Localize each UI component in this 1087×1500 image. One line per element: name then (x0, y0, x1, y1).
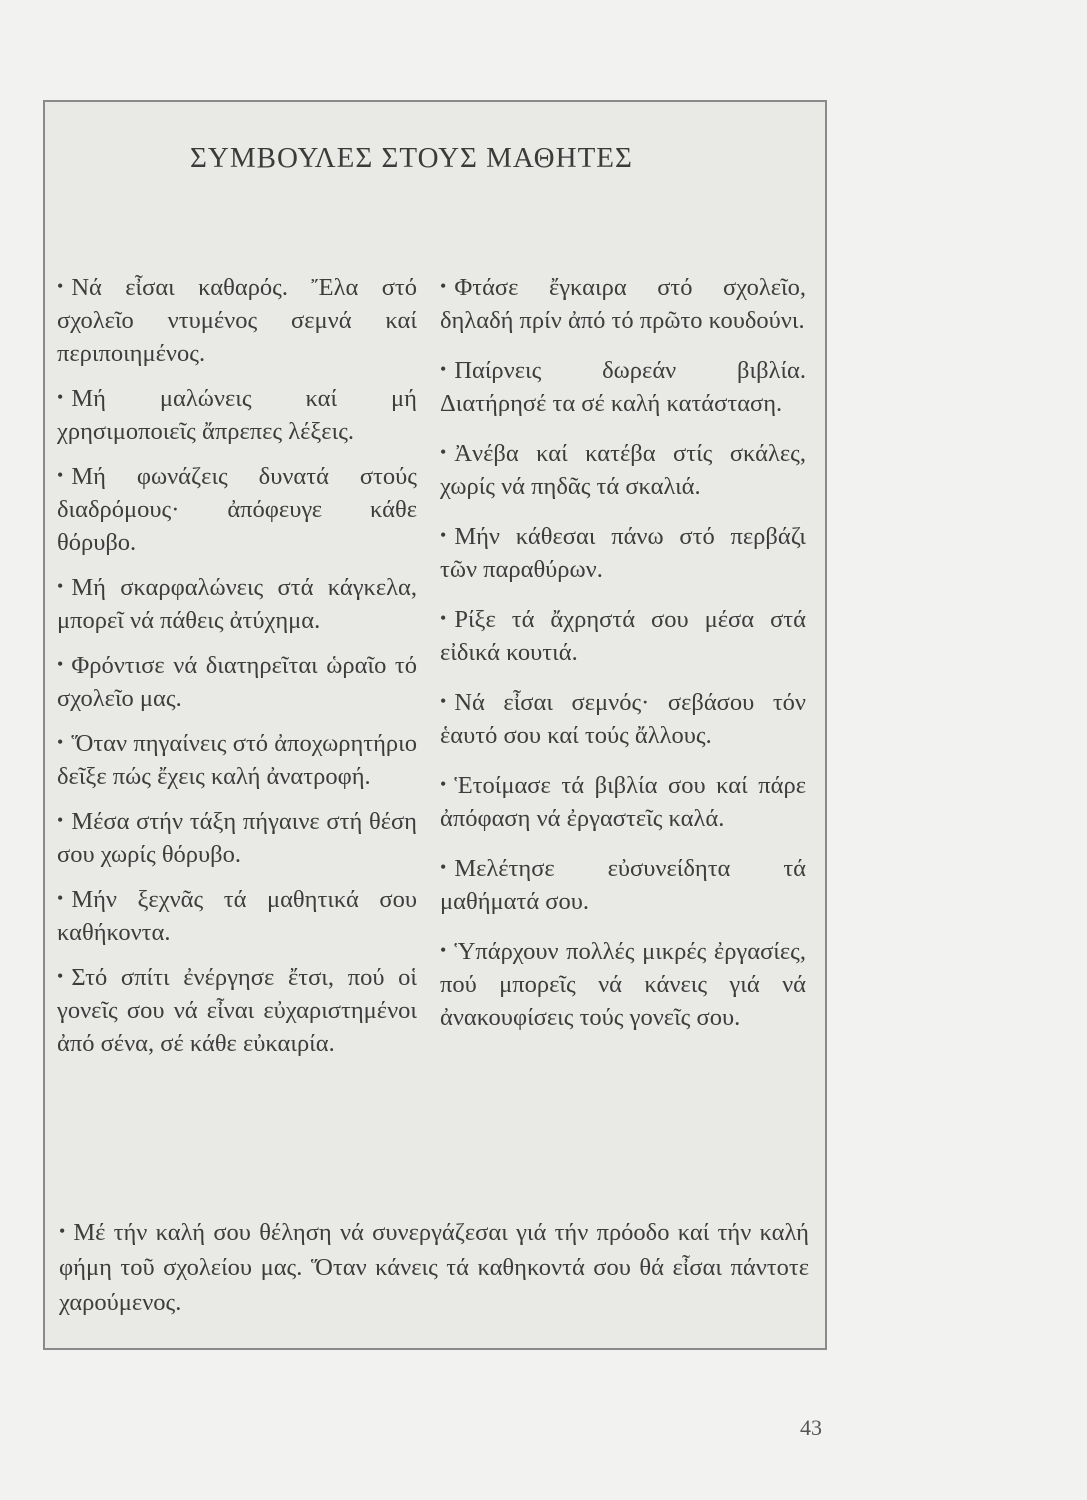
list-item: • Μήν κάθεσαι πάνω στό περβάζι τῶν παραθύρων. (440, 519, 806, 586)
bullet-icon: • (440, 857, 447, 877)
right-column (440, 270, 806, 1050)
list-item: • Ρίξε τά ἄχρηστά σου μέσα στά εἰδικά κουτιά. (440, 602, 806, 669)
closing-tip: • Μέ τήν καλή σου θέληση νά συνεργάζεσαι γιά τήν πρόοδο καί τήν καλή φήμη τοῦ σχολείου μας. Ὅταν κάνεις τά καθηκοντά σου θά εἶσαι πάντοτε χαρούμενος. (59, 1214, 809, 1320)
bullet-icon: • (440, 442, 447, 462)
list-item: • Μή φωνάζεις δυνατά στούς διαδρόμους· ἀπόφευγε κάθε θόρυβο. (57, 459, 417, 559)
list-item: • Νά εἶσαι σεμνός· σεβάσου τόν ἑαυτό σου καί τούς ἄλλους. (440, 685, 806, 752)
bullet-icon: • (57, 654, 64, 674)
list-item: • Μέσα στήν τάξη πήγαινε στή θέση σου χωρίς θόρυβο. (57, 804, 417, 871)
bullet-icon: • (57, 465, 64, 485)
page-title: ΣΥΜΒΟΥΛΕΣ ΣΤΟΥΣ ΜΑΘΗΤΕΣ (190, 142, 633, 174)
bullet-icon: • (57, 387, 64, 407)
list-item: • Μελέτησε εὐσυνείδητα τά μαθήματά σου. (440, 851, 806, 918)
bullet-icon: • (440, 774, 447, 794)
advice-box (43, 100, 827, 1350)
list-item: • Μήν ξεχνᾶς τά μαθητικά σου καθήκοντα. (57, 882, 417, 949)
list-item: • Ὅταν πηγαίνεις στό ἀποχωρητήριο δεῖξε πώς ἔχεις καλή ἀνατροφή. (57, 726, 417, 793)
bullet-icon: • (57, 810, 64, 830)
list-item: • Νά εἶσαι καθαρός. Ἔλα στό σχολεῖο ντυμένος σεμνά καί περιποιημένος. (57, 270, 417, 370)
bullet-icon: • (57, 888, 64, 908)
bullet-icon: • (440, 276, 447, 296)
bullet-icon: • (440, 525, 447, 545)
bullet-icon: • (440, 359, 447, 379)
bullet-icon: • (57, 732, 64, 752)
list-item: • Ἑτοίμασε τά βιβλία σου καί πάρε ἀπόφαση νά ἐργαστεῖς καλά. (440, 768, 806, 835)
bullet-icon: • (440, 940, 447, 960)
bullet-icon: • (57, 966, 64, 986)
list-item: • Στό σπίτι ἐνέργησε ἔτσι, πού οἱ γονεῖς σου νά εἶναι εὐχαριστημένοι ἀπό σένα, σέ κάθε εὐκαιρία. (57, 960, 417, 1060)
bullet-icon: • (57, 276, 64, 296)
list-item: • Ὑπάρχουν πολλές μικρές ἐργασίες, πού μπορεῖς νά κάνεις γιά νά ἀνακουφίσεις τούς γονεῖς σου. (440, 934, 806, 1034)
left-column (57, 270, 417, 1071)
page-number: 43 (800, 1415, 822, 1440)
bullet-icon: • (57, 576, 64, 596)
bullet-icon: • (440, 608, 447, 628)
list-item: • Ἀνέβα καί κατέβα στίς σκάλες, χωρίς νά πηδᾶς τά σκαλιά. (440, 436, 806, 503)
list-item: • Μή σκαρφαλώνεις στά κάγκελα, μπορεῖ νά πάθεις ἀτύχημα. (57, 570, 417, 637)
list-item: • Φρόντισε νά διατηρεῖται ὡραῖο τό σχολεῖο μας. (57, 648, 417, 715)
list-item: • Παίρνεις δωρεάν βιβλία. Διατήρησέ τα σέ καλή κατάσταση. (440, 353, 806, 420)
list-item: • Φτάσε ἔγκαιρα στό σχολεῖο, δηλαδή πρίν ἀπό τό πρῶτο κουδούνι. (440, 270, 806, 337)
list-item: • Μή μαλώνεις καί μή χρησιμοποιεῖς ἄπρεπες λέξεις. (57, 381, 417, 448)
bullet-icon: • (59, 1221, 66, 1241)
bullet-icon: • (440, 691, 447, 711)
